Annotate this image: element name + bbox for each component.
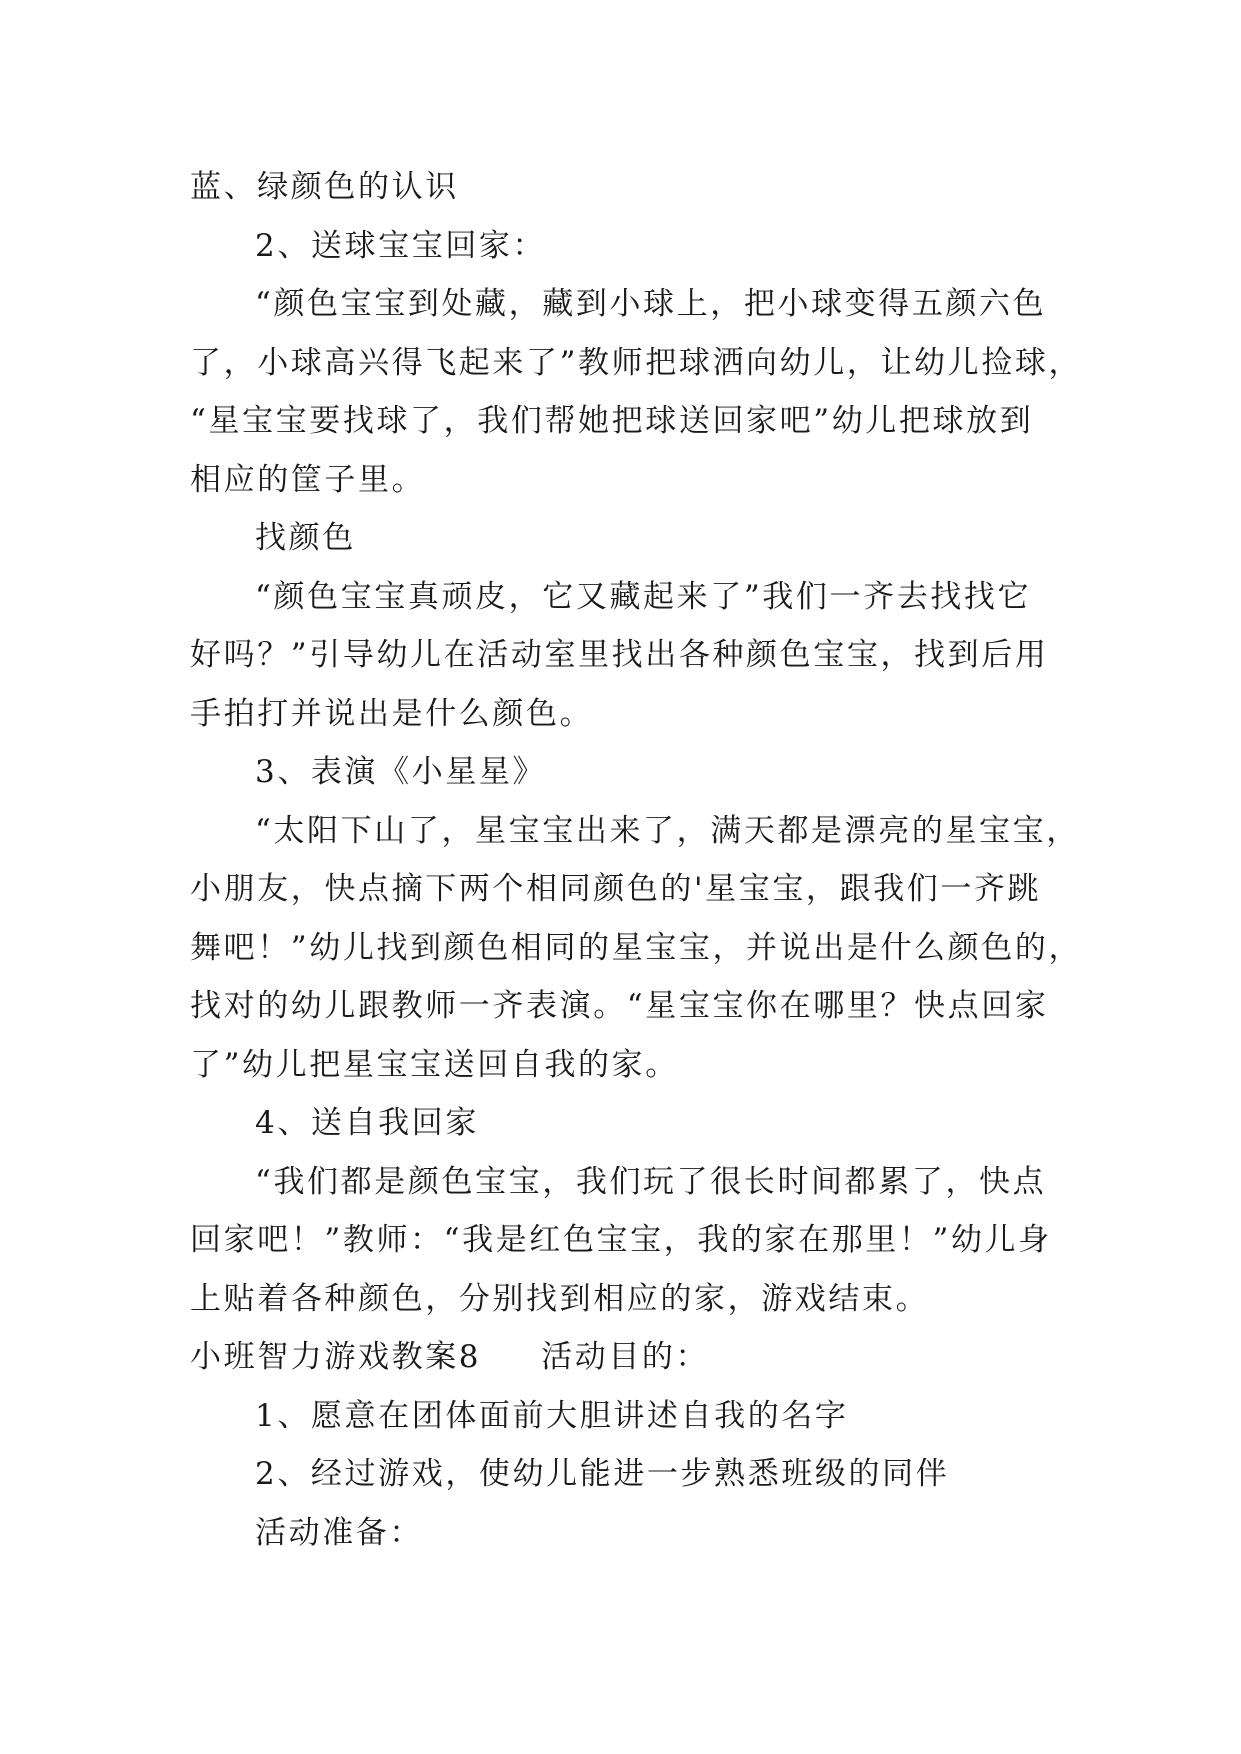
text-line: 手拍打并说出是什么颜色。 (190, 695, 594, 732)
text-line: 相应的筐子里。 (190, 461, 426, 498)
text-line: 3、表演《小星星》 (255, 754, 547, 790)
text-line: 2、送球宝宝回家： (255, 227, 547, 264)
text-line: 好吗？”引导幼儿在活动室里找出各种颜色宝宝，找到后用 (190, 637, 1049, 673)
text-line: 找对的幼儿跟教师一齐表演。“星宝宝你在哪里？快点回家 (190, 988, 1049, 1024)
section-heading-line (190, 1328, 1070, 1387)
body-text-block (190, 158, 1083, 1328)
section-subheading: 活动目的： (541, 1339, 710, 1375)
text-line: 了”幼儿把星宝宝送回自我的家。 (190, 1046, 679, 1083)
text-line: “我们都是颜色宝宝，我们玩了很长时间都累了，快点 (255, 1163, 1047, 1200)
text-line: “星宝宝要找球了，我们帮她把球送回家吧”幼儿把球放到 (190, 403, 1034, 439)
text-line: 了，小球高兴得飞起来了”教师把球洒向幼儿，让幼儿捡球， (190, 344, 1083, 381)
text-line: “太阳下山了，星宝宝出来了，满天都是漂亮的星宝宝， (255, 812, 1080, 849)
text-line: 小朋友，快点摘下两个相同颜色的'星宝宝，跟我们一齐跳 (190, 871, 1042, 907)
text-line: 活动准备： (255, 1514, 423, 1551)
text-line: 4、送自我回家 (255, 1105, 479, 1141)
text-line: 找颜色 (255, 520, 356, 556)
text-line: 回家吧！”教师：“我是红色宝宝，我的家在那里！”幼儿身 (190, 1222, 1052, 1258)
text-line: 舞吧！”幼儿找到颜色相同的星宝宝，并说出是什么颜色的， (190, 929, 1083, 966)
section-title: 小班智力游戏教案8 (190, 1339, 482, 1375)
text-line: 1、愿意在团体面前大胆讲述自我的名字 (255, 1397, 849, 1434)
text-line: “颜色宝宝到处藏，藏到小球上，把小球变得五颜六色 (255, 286, 1047, 322)
document-page (190, 158, 1083, 1562)
text-line: 上贴着各种颜色，分别找到相应的家，游戏结束。 (190, 1280, 930, 1317)
text-line: 蓝、绿颜色的认识 (190, 169, 459, 205)
body-text-block-2 (190, 1387, 1070, 1563)
text-line: 2、经过游戏，使幼儿能进一步熟悉班级的同伴 (255, 1456, 950, 1492)
text-line: “颜色宝宝真顽皮，它又藏起来了”我们一齐去找找它 (255, 578, 1032, 615)
